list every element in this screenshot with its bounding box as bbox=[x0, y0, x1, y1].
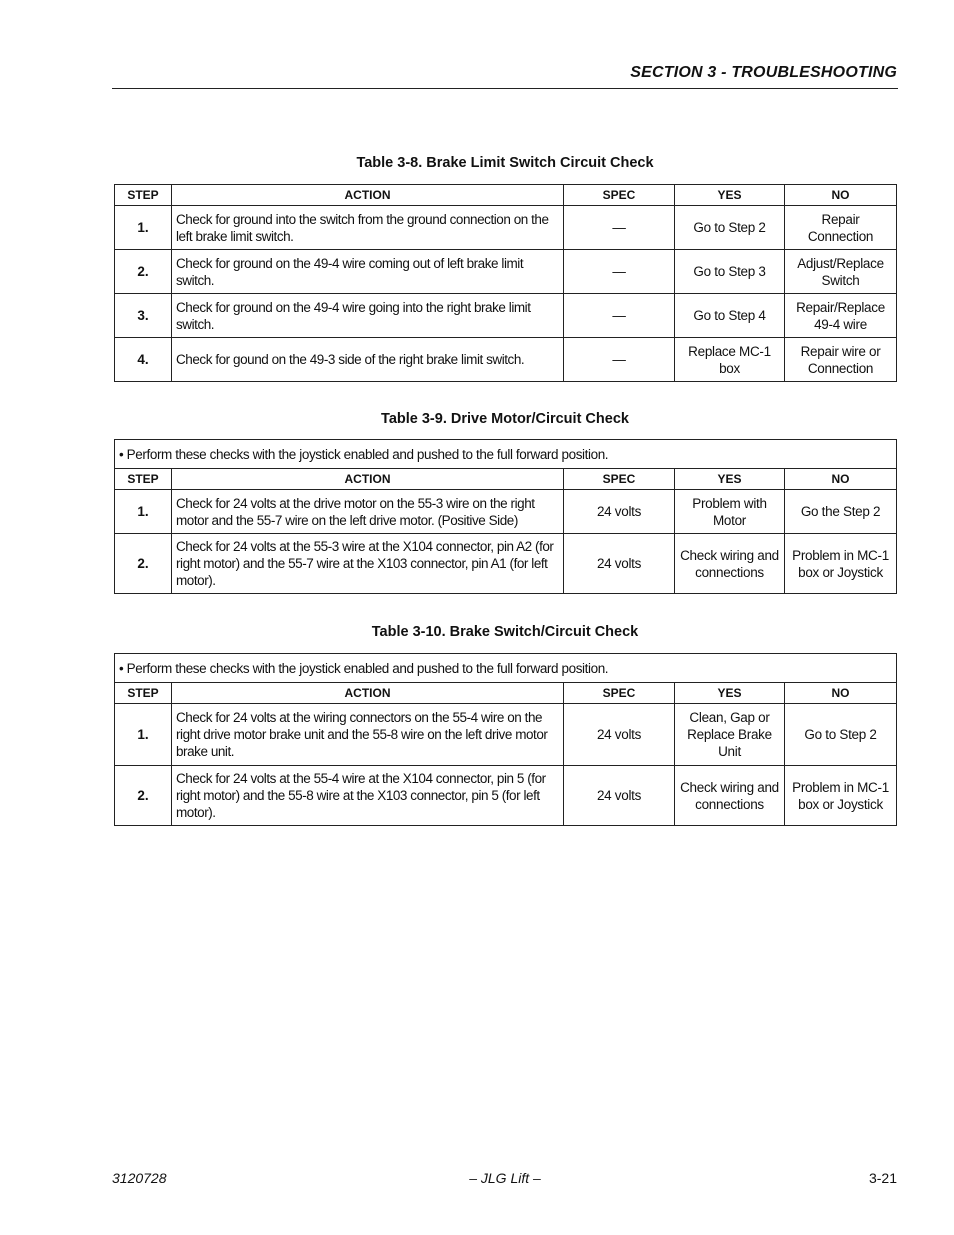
no-cell: Repair/Replace 49-4 wire bbox=[785, 294, 897, 338]
header-rule bbox=[112, 88, 898, 89]
table-row bbox=[115, 206, 897, 250]
spec-cell: — bbox=[564, 206, 675, 250]
note-row bbox=[115, 440, 897, 469]
action-cell: Check for gound on the 49-3 side of the right brake limit switch. bbox=[172, 338, 564, 382]
col-spec: SPEC bbox=[564, 683, 675, 704]
table-row bbox=[115, 294, 897, 338]
step-cell: 1. bbox=[115, 206, 172, 250]
spec-cell: — bbox=[564, 338, 675, 382]
page-number: 3-21 bbox=[868, 1170, 897, 1186]
note-row bbox=[115, 654, 897, 683]
table-row bbox=[115, 338, 897, 382]
table-header-row bbox=[115, 185, 897, 206]
step-cell: 2. bbox=[115, 766, 172, 826]
yes-cell: Go to Step 3 bbox=[675, 250, 785, 294]
step-cell: 2. bbox=[115, 534, 172, 594]
spec-cell: 24 volts bbox=[564, 490, 675, 534]
col-step: STEP bbox=[115, 683, 172, 704]
action-cell: Check for ground on the 49-4 wire coming out of left brake limit switch. bbox=[172, 250, 564, 294]
note-cell: • Perform these checks with the joystick enabled and pushed to the full forward position. bbox=[115, 440, 897, 469]
section-title: SECTION 3 - TROUBLESHOOTING bbox=[630, 64, 897, 81]
col-step: STEP bbox=[115, 469, 172, 490]
yes-cell: Replace MC-1 box bbox=[675, 338, 785, 382]
spec-cell: 24 volts bbox=[564, 766, 675, 826]
col-action: ACTION bbox=[172, 185, 564, 206]
table-3-9 bbox=[114, 439, 897, 594]
table-3-10-caption: Table 3-10. Brake Switch/Circuit Check bbox=[371, 624, 639, 640]
no-cell: Repair Connection bbox=[785, 206, 897, 250]
col-yes: YES bbox=[675, 185, 785, 206]
table-3-10 bbox=[114, 653, 897, 826]
table-row bbox=[115, 490, 897, 534]
col-no: NO bbox=[785, 469, 897, 490]
spec-cell: — bbox=[564, 250, 675, 294]
col-action: ACTION bbox=[172, 683, 564, 704]
yes-cell: Check wiring and connections bbox=[675, 534, 785, 594]
no-cell: Problem in MC-1 box or Joystick bbox=[785, 534, 897, 594]
col-step: STEP bbox=[115, 185, 172, 206]
yes-cell: Go to Step 2 bbox=[675, 206, 785, 250]
table-row bbox=[115, 534, 897, 594]
table-row bbox=[115, 766, 897, 826]
yes-cell: Go to Step 4 bbox=[675, 294, 785, 338]
no-cell: Go the Step 2 bbox=[785, 490, 897, 534]
no-cell: Go to Step 2 bbox=[785, 704, 897, 766]
table-header-row bbox=[115, 469, 897, 490]
action-cell: Check for 24 volts at the 55-4 wire at the X104 connector, pin 5 (for right motor) and the 55-8 wire at the X103 connector, pin 5 (for left motor). bbox=[172, 766, 564, 826]
table-3-8-caption: Table 3-8. Brake Limit Switch Circuit Check bbox=[356, 155, 654, 171]
col-action: ACTION bbox=[172, 469, 564, 490]
yes-cell: Problem with Motor bbox=[675, 490, 785, 534]
document-number: 3120728 bbox=[112, 1170, 167, 1186]
publisher-name: – JLG Lift – bbox=[469, 1170, 541, 1186]
col-spec: SPEC bbox=[564, 469, 675, 490]
col-yes: YES bbox=[675, 683, 785, 704]
action-cell: Check for 24 volts at the drive motor on the 55-3 wire on the right motor and the 55-7 wire on the left drive motor. (Positive Side) bbox=[172, 490, 564, 534]
step-cell: 2. bbox=[115, 250, 172, 294]
table-header-row bbox=[115, 683, 897, 704]
spec-cell: 24 volts bbox=[564, 704, 675, 766]
no-cell: Problem in MC-1 box or Joystick bbox=[785, 766, 897, 826]
col-no: NO bbox=[785, 683, 897, 704]
table-3-9-caption: Table 3-9. Drive Motor/Circuit Check bbox=[381, 411, 629, 427]
spec-cell: — bbox=[564, 294, 675, 338]
step-cell: 1. bbox=[115, 490, 172, 534]
step-cell: 3. bbox=[115, 294, 172, 338]
table-3-8 bbox=[114, 184, 897, 382]
action-cell: Check for 24 volts at the wiring connectors on the 55-4 wire on the right drive motor brake unit and the 55-8 wire on the left drive motor brake unit. bbox=[172, 704, 564, 766]
col-yes: YES bbox=[675, 469, 785, 490]
action-cell: Check for ground into the switch from the ground connection on the left brake limit switch. bbox=[172, 206, 564, 250]
action-cell: Check for ground on the 49-4 wire going into the right brake limit switch. bbox=[172, 294, 564, 338]
no-cell: Adjust/Replace Switch bbox=[785, 250, 897, 294]
table-row bbox=[115, 704, 897, 766]
table-row bbox=[115, 250, 897, 294]
step-cell: 1. bbox=[115, 704, 172, 766]
note-cell: • Perform these checks with the joystick enabled and pushed to the full forward position. bbox=[115, 654, 897, 683]
yes-cell: Check wiring and connections bbox=[675, 766, 785, 826]
no-cell: Repair wire or Connection bbox=[785, 338, 897, 382]
col-no: NO bbox=[785, 185, 897, 206]
spec-cell: 24 volts bbox=[564, 534, 675, 594]
col-spec: SPEC bbox=[564, 185, 675, 206]
step-cell: 4. bbox=[115, 338, 172, 382]
action-cell: Check for 24 volts at the 55-3 wire at the X104 connector, pin A2 (for right motor) and the 55-7 wire at the X103 connector, pin A1 (for left motor). bbox=[172, 534, 564, 594]
yes-cell: Clean, Gap or Replace Brake Unit bbox=[675, 704, 785, 766]
